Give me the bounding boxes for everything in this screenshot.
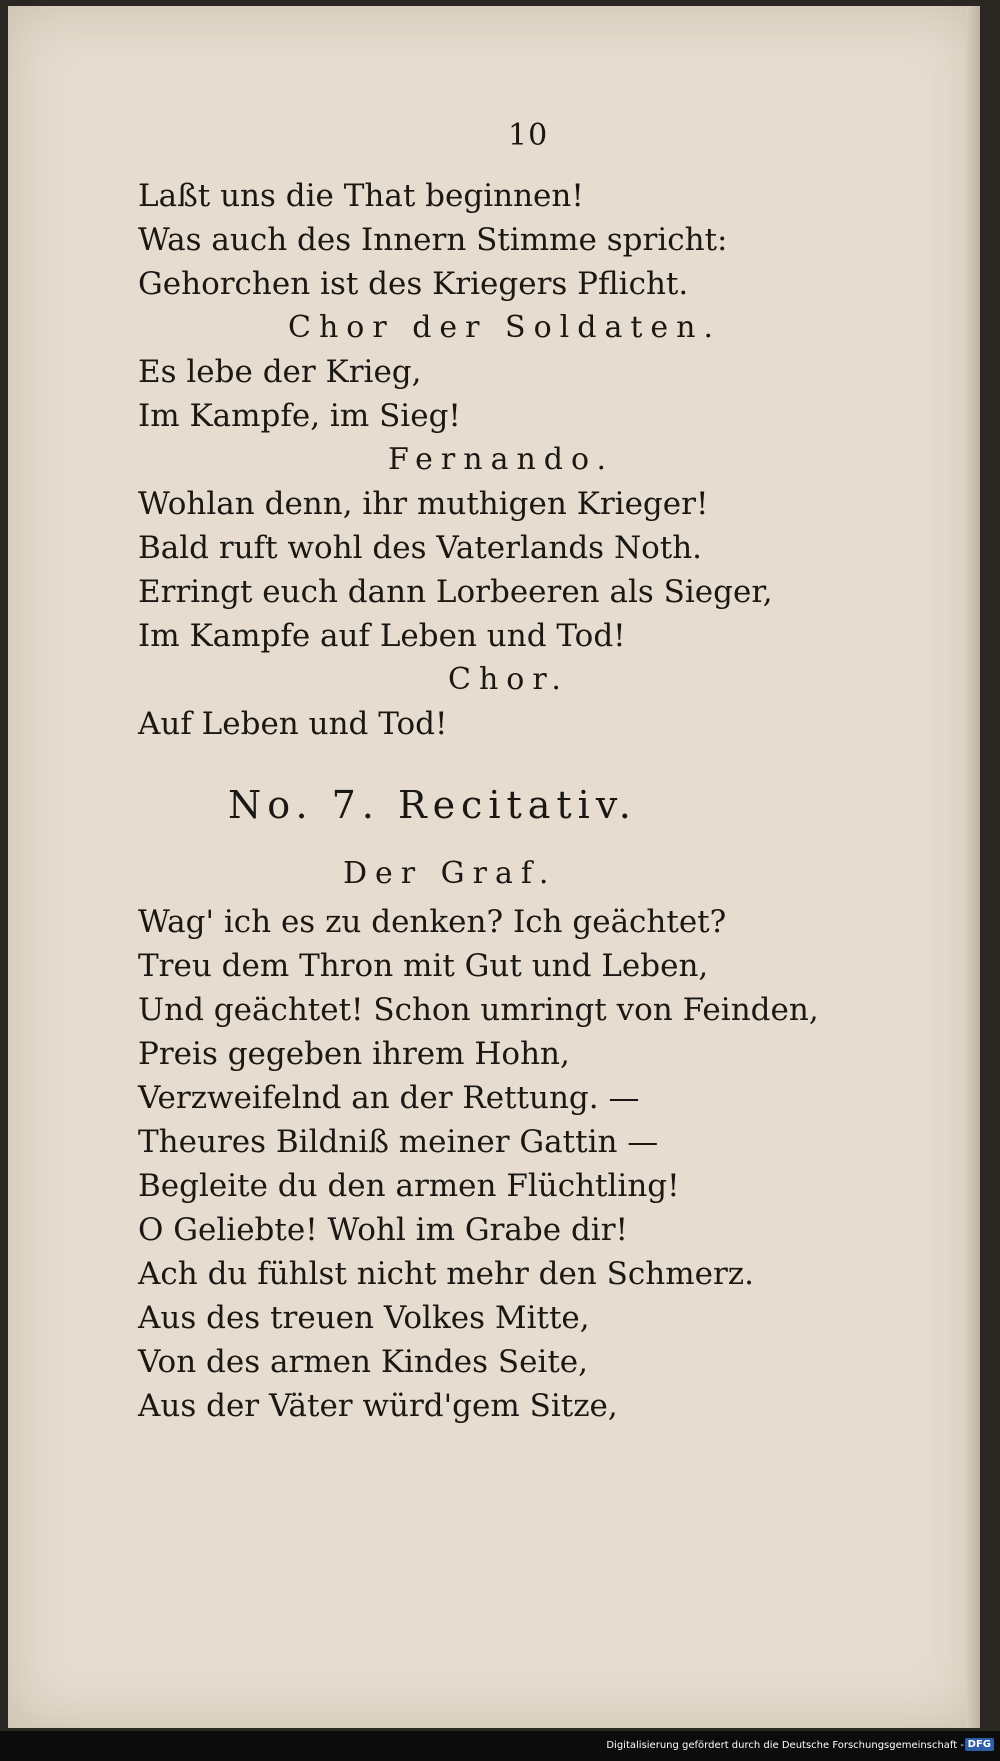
verse-line: Und geächtet! Schon umringt von Feinden,	[138, 992, 819, 1028]
page-number: 10	[508, 118, 549, 153]
verse-line: Auf Leben und Tod!	[138, 706, 448, 742]
verse-line: Theures Bildniß meiner Gattin —	[138, 1124, 659, 1160]
speaker-fernando: Fernando.	[388, 442, 615, 477]
speaker-chor: Chor.	[448, 662, 569, 697]
verse-line: Gehorchen ist des Kriegers Pflicht.	[138, 266, 689, 302]
verse-line: Was auch des Innern Stimme spricht:	[138, 222, 728, 258]
speaker-graf: Der Graf.	[343, 856, 557, 891]
book-page	[8, 6, 980, 1728]
verse-line: O Geliebte! Wohl im Grabe dir!	[138, 1212, 628, 1248]
verse-line: Wag' ich es zu denken? Ich geächtet?	[138, 904, 727, 940]
verse-line: Wohlan denn, ihr muthigen Krieger!	[138, 486, 709, 522]
speaker-chor-soldaten: Chor der Soldaten.	[288, 310, 722, 345]
page-edge	[966, 6, 980, 1728]
dfg-logo: DFG	[965, 1738, 994, 1751]
verse-line: Bald ruft wohl des Vaterlands Noth.	[138, 530, 703, 566]
verse-line: Im Kampfe auf Leben und Tod!	[138, 618, 626, 654]
section-heading: No. 7. Recitativ.	[228, 783, 637, 827]
verse-line: Erringt euch dann Lorbeeren als Sieger,	[138, 574, 773, 610]
verse-line: Begleite du den armen Flüchtling!	[138, 1168, 680, 1204]
verse-line: Von des armen Kindes Seite,	[138, 1344, 588, 1380]
verse-line: Treu dem Thron mit Gut und Leben,	[138, 948, 709, 984]
footer-credit: Digitalisierung gefördert durch die Deutsche Forschungsgemeinschaft -	[606, 1740, 964, 1751]
verse-line: Ach du fühlst nicht mehr den Schmerz.	[138, 1256, 754, 1292]
digitization-footer	[0, 1731, 1000, 1761]
verse-line: Verzweifelnd an der Rettung. —	[138, 1080, 640, 1116]
verse-line: Preis gegeben ihrem Hohn,	[138, 1036, 570, 1072]
verse-line: Aus der Väter würd'gem Sitze,	[138, 1388, 618, 1424]
verse-line: Im Kampfe, im Sieg!	[138, 398, 461, 434]
verse-line: Aus des treuen Volkes Mitte,	[138, 1300, 590, 1336]
verse-line: Laßt uns die That beginnen!	[138, 178, 584, 214]
verse-line: Es lebe der Krieg,	[138, 354, 422, 390]
